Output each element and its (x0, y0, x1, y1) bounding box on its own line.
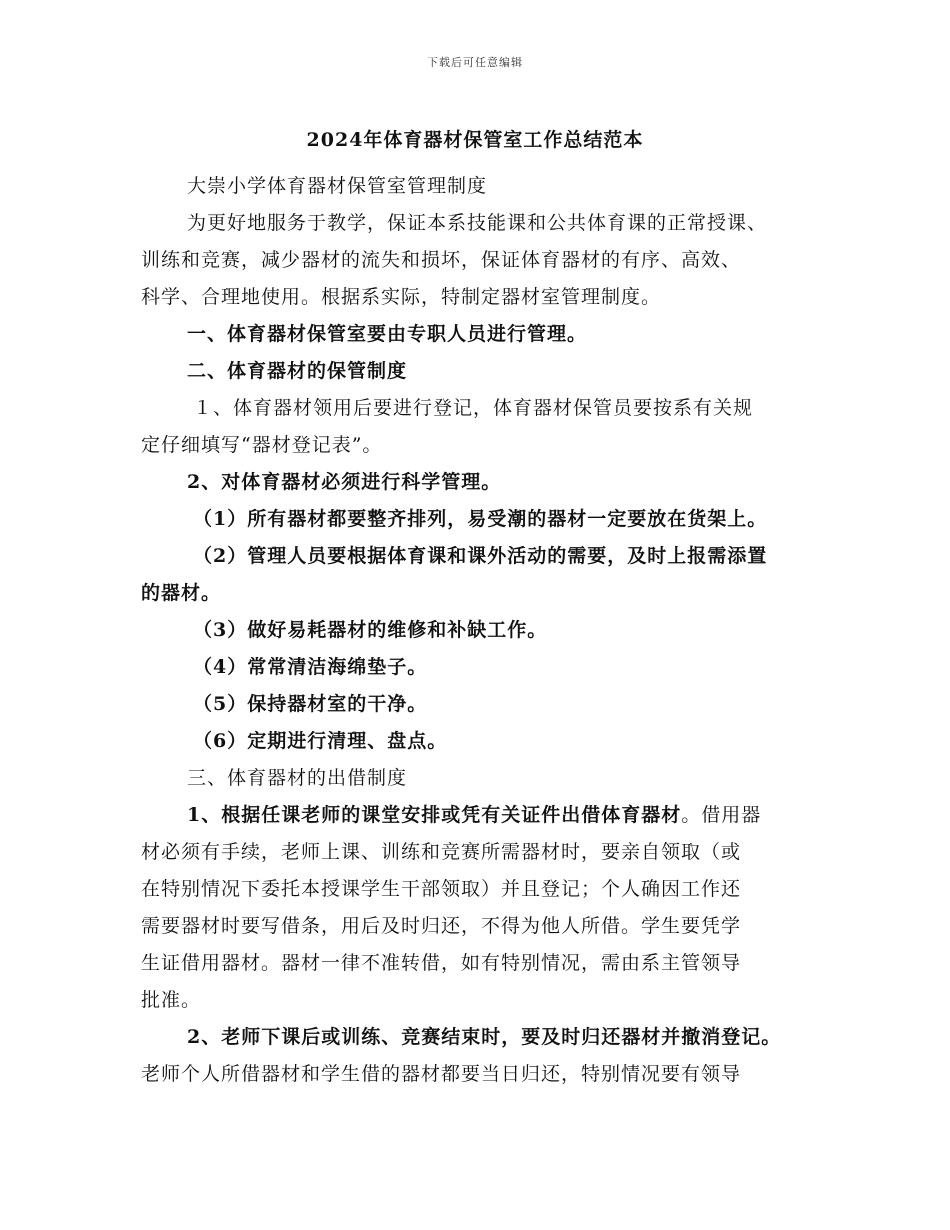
section-heading-2: 二、体育器材的保管制度 (187, 360, 408, 382)
list-item: （6）定期进行清理、盘点。 (193, 730, 448, 752)
paragraph-line: 为更好地服务于教学，保证本系技能课和公共体育课的正常授课、 (187, 212, 768, 234)
paragraph-line: 训练和竞赛，减少器材的流失和损坏，保证体育器材的有序、高效、 (141, 249, 742, 271)
paragraph-line: 科学、合理地使用。根据系实际，特制定器材室管理制度。 (141, 286, 662, 308)
paragraph-line-mixed (141, 797, 816, 834)
list-item: （3）做好易耗器材的维修和补缺工作。 (193, 619, 548, 641)
paragraph-line-bold: 2、老师下课后或训练、竞赛结束时，要及时归还器材并撤消登记。 (187, 1026, 782, 1048)
page-header: 下载后可任意编辑 (427, 56, 523, 69)
paragraph-line: 批准。 (141, 989, 202, 1011)
list-item: （5）保持器材室的干净。 (193, 693, 428, 715)
paragraph-subtitle: 大崇小学体育器材保管室管理制度 (187, 175, 488, 197)
paragraph-line: 需要器材时要写借条，用后及时归还，不得为他人所借。学生要凭学 (141, 915, 742, 937)
document-body (141, 168, 816, 1093)
section-heading-3: 三、体育器材的出借制度 (187, 767, 408, 789)
section-heading-1: 一、体育器材保管室要由专职人员进行管理。 (187, 323, 588, 345)
paragraph-line: １、体育器材领用后要进行登记，体育器材保管员要按系有关规 (193, 397, 754, 419)
list-item: （1）所有器材都要整齐排列，易受潮的器材一定要放在货架上。 (193, 508, 768, 530)
list-item: （2）管理人员要根据体育课和课外活动的需要，及时上报需添置 (193, 545, 768, 567)
paragraph-line: 老师个人所借器材和学生借的器材都要当日归还，特别情况要有领导 (141, 1063, 742, 1085)
bold-run: 1、根据任课老师的课堂安排或凭有关证件出借体育器材 (187, 804, 682, 826)
paragraph-line: 在特别情况下委托本授课学生干部领取）并且登记；个人确因工作还 (141, 878, 742, 900)
document-title: 2024年体育器材保管室工作总结范本 (306, 129, 644, 151)
list-item-continuation: 的器材。 (141, 582, 222, 604)
paragraph-line: 生证借用器材。器材一律不准转借，如有特别情况，需由系主管领导 (141, 952, 742, 974)
list-item-heading: 2、对体育器材必须进行科学管理。 (187, 471, 502, 493)
paragraph-line: 材必须有手续，老师上课、训练和竞赛所需器材时，要亲自领取（或 (141, 841, 742, 863)
regular-run: 。借用器 (681, 804, 762, 826)
paragraph-line: 定仔细填写“器材登记表”。 (141, 434, 383, 456)
list-item: （4）常常清洁海绵垫子。 (193, 656, 428, 678)
